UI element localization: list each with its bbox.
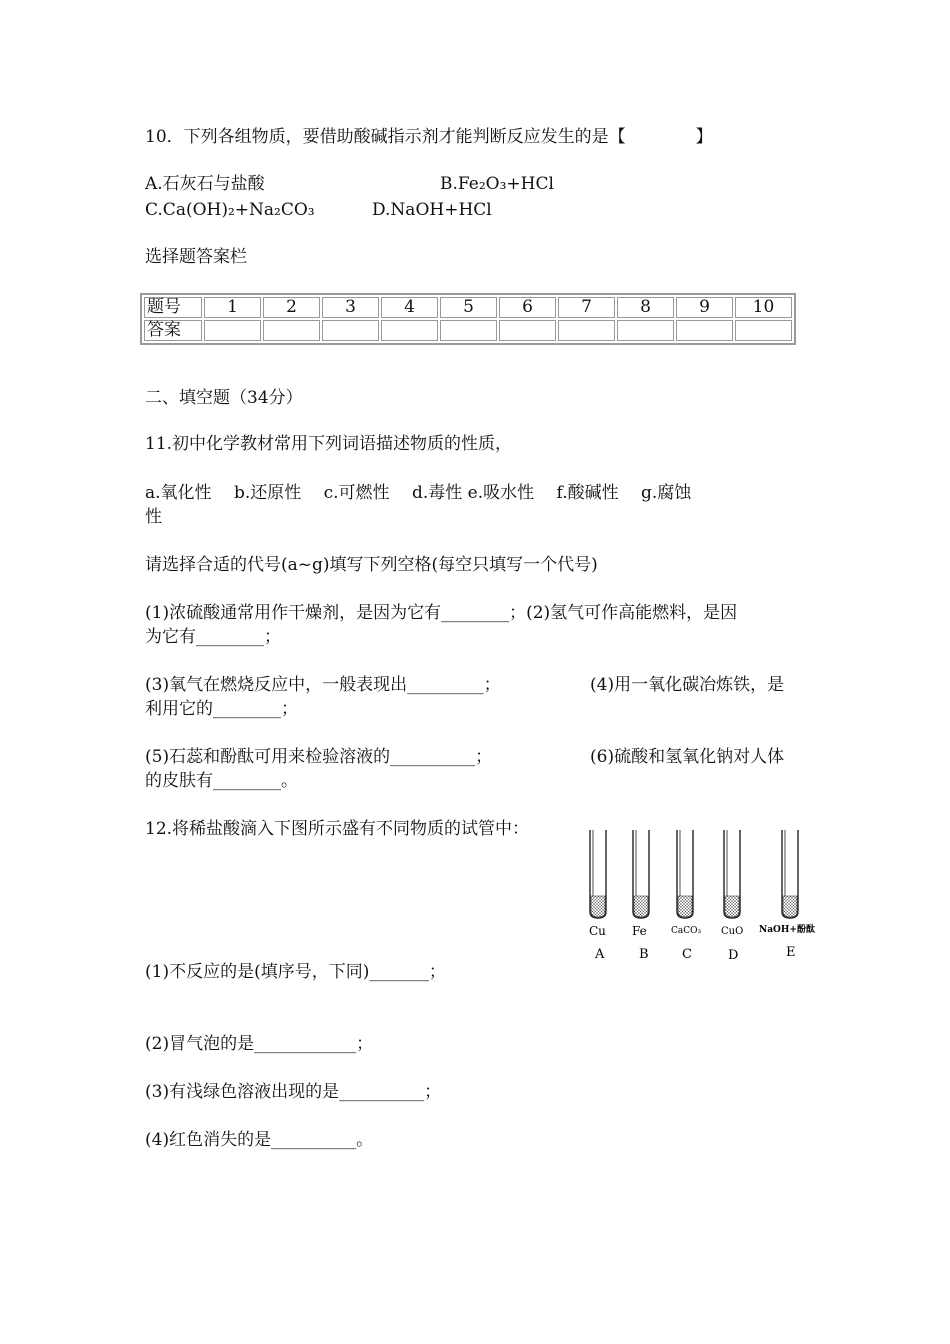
q11-part1-line1: (1)浓硫酸通常用作干燥剂，是因为它有________；(2)氢气可作高能燃料，是因	[145, 603, 738, 623]
q12-sub3: (3)有浅绿色溶液出现的是__________；	[145, 1082, 442, 1102]
answer-table-row2-label: 答案	[144, 320, 202, 341]
q10-option-c: C.Ca(OH)₂+Na₂CO₃	[145, 200, 315, 220]
test-tube-e	[759, 830, 815, 960]
answer-cell[interactable]	[499, 320, 556, 341]
tube-c-substance: CaCO₃	[671, 926, 702, 936]
tube-e-letter: E	[786, 945, 796, 960]
answer-cell[interactable]	[440, 320, 497, 341]
answer-table-number: 3	[322, 297, 379, 318]
q11-part5-line1: (5)石蕊和酚酞可用来检验溶液的__________；	[145, 747, 493, 767]
answer-table-row-numbers	[144, 297, 792, 318]
q11-properties-line2: 性	[145, 507, 162, 527]
q11-part3-line2: 利用它的________；	[145, 699, 298, 719]
q11-instruction: 请选择合适的代号(a~g)填写下列空格(每空只填写一个代号)	[145, 555, 598, 575]
answer-table-number: 7	[558, 297, 615, 318]
test-tubes-figure	[585, 826, 830, 966]
answer-table-number: 2	[263, 297, 320, 318]
q10-stem	[145, 125, 713, 149]
answer-cell[interactable]	[676, 320, 733, 341]
answer-cell[interactable]	[322, 320, 379, 341]
q11-part3-line1: (3)氧气在燃烧反应中，一般表现出_________；	[145, 675, 501, 695]
answer-table-number: 4	[381, 297, 438, 318]
q10-option-a: A.石灰石与盐酸	[145, 174, 265, 194]
answer-table-number: 10	[735, 297, 792, 318]
tube-e-substance: NaOH+酚酞	[759, 925, 815, 935]
q10-stem-text: 10．下列各组物质，要借助酸碱指示剂才能判断反应发生的是【	[145, 127, 626, 147]
answer-table-row1-label: 题号	[144, 297, 202, 318]
section2-title: 二、填空题（34分）	[145, 388, 303, 408]
q10-option-d: D.NaOH+HCl	[372, 200, 492, 220]
answer-table-number: 5	[440, 297, 497, 318]
test-tube-b	[632, 830, 649, 962]
answer-table-number: 1	[204, 297, 261, 318]
q12-stem: 12.将稀盐酸滴入下图所示盛有不同物质的试管中：	[145, 819, 530, 839]
test-tube-a	[589, 830, 606, 962]
answer-table-number: 9	[676, 297, 733, 318]
q11-part1-line2: 为它有________；	[145, 627, 281, 647]
answer-table	[140, 293, 796, 345]
tube-a-substance: Cu	[589, 924, 606, 938]
tube-b-substance: Fe	[632, 924, 647, 938]
q10-option-b: B.Fe₂O₃+HCl	[440, 174, 554, 194]
answer-table-row-answers	[144, 320, 792, 341]
answer-table-number: 8	[617, 297, 674, 318]
answer-cell[interactable]	[558, 320, 615, 341]
answer-table-number: 6	[499, 297, 556, 318]
tube-d-substance: CuO	[721, 926, 744, 937]
q12-sub2: (2)冒气泡的是____________；	[145, 1034, 374, 1054]
tube-d-letter: D	[728, 948, 739, 963]
q11-stem: 11.初中化学教材常用下列词语描述物质的性质，	[145, 434, 513, 454]
tube-a-letter: A	[595, 947, 605, 962]
q11-part5-line2: 的皮肤有________。	[145, 771, 298, 791]
test-tube-d	[721, 830, 743, 963]
answer-cell[interactable]	[204, 320, 261, 341]
test-tube-c	[671, 830, 702, 962]
tube-c-letter: C	[682, 947, 692, 962]
q12-sub4: (4)红色消失的是__________。	[145, 1130, 374, 1150]
answer-bar-title: 选择题答案栏	[145, 247, 247, 267]
q10-bracket-close: 】	[695, 127, 713, 147]
tube-b-letter: B	[639, 947, 649, 962]
q12-sub1: (1)不反应的是(填序号，下同)_______；	[145, 962, 446, 982]
q11-properties-line1: a.氧化性 b.还原性 c.可燃性 d.毒性 e.吸水性 f.酸碱性 g.腐蚀	[145, 483, 692, 503]
answer-cell[interactable]	[617, 320, 674, 341]
answer-cell[interactable]	[735, 320, 792, 341]
answer-cell[interactable]	[263, 320, 320, 341]
answer-cell[interactable]	[381, 320, 438, 341]
q11-part4-line1: (4)用一氧化碳冶炼铁，是	[590, 675, 785, 695]
q11-part6-line1: (6)硫酸和氢氧化钠对人体	[590, 747, 785, 767]
